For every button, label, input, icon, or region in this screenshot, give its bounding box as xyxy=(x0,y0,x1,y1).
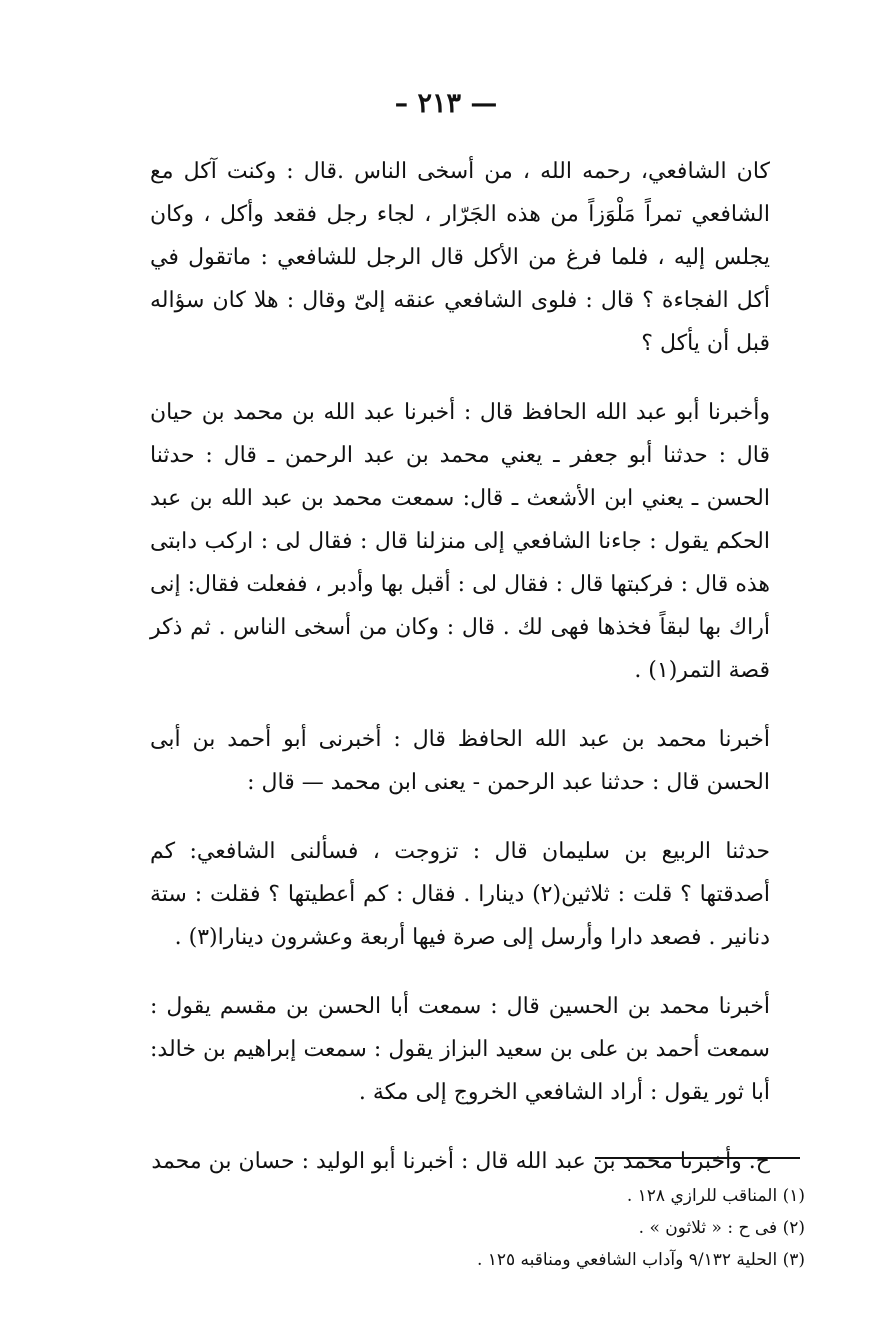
paragraph-2: وأخبرنا أبو عبد الله الحافظ قال : أخبرنا عبد الله بن محمد بن حيان قال : حدثنا أبو جعفر ـ يعني محمد بن عبد الرحمن ـ قال : حدثنا الحسن ـ يعني ابن الأشعث ـ قال: سمعت محمد بن عبد الله بن عبد الحكم يقول : جاءنا الشافعي إلى منزلنا قال : فقال لى : اركب دابتى هذه قال : فركبتها قال : فقال لى : أقبل بها وأدبر ، ففعلت فقال: إنى أراك بها لبقاً فخذها فهى لك . قال : وكان من أسخى الناس . ثم ذكر قصة التمر(١) . xyxy=(150,400,770,683)
paragraph-6: ح. وأخبرنا محمد بن عبد الله قال : أخبرنا أبو الوليد : حسان بن محمد xyxy=(151,1149,770,1174)
paragraph-5: أخبرنا محمد بن الحسين قال : سمعت أبا الحسن بن مقسم يقول : سمعت أحمد بن على بن سعيد البزاز يقول : سمعت إبراهيم بن خالد: أبا ثور يقول : أراد الشافعي الخروج إلى مكة . xyxy=(150,994,770,1105)
footnote-1: (١) المناقب للرازي ١٢٨ . xyxy=(626,1186,805,1206)
footnotes xyxy=(420,1180,805,1276)
footnote-2: (٢) فى ح : « ثلاثون » . xyxy=(638,1218,805,1238)
body-text xyxy=(150,150,770,1209)
page-number: — ٢١٣ – xyxy=(394,88,498,119)
paragraph-4: حدثنا الربيع بن سليمان قال : تزوجت ، فسألنى الشافعي: كم أصدقتها ؟ قلت : ثلاثين(٢) دينارا . فقال : كم أعطيتها ؟ فقلت : ستة دنانير . فصعد دارا وأرسل إلى صرة فيها أربعة وعشرون دينارا(٣) . xyxy=(150,839,770,950)
footnote-3: (٣) الحلية ٩/١٣٢ وآداب الشافعي ومناقبه ١٢٥ . xyxy=(476,1250,805,1270)
paragraph-3: أخبرنا محمد بن عبد الله الحافظ قال : أخبرنى أبو أحمد بن أبى الحسن قال : حدثنا عبد الرحمن - يعنى ابن محمد — قال : xyxy=(150,727,770,795)
paragraph-1: كان الشافعي، رحمه الله ، من أسخى الناس .قال : وكنت آكل مع الشافعي تمراً مَلْوَزاً من هذه الجَرّار ، لجاء رجل فقعد وأكل ، وكان يجلس إليه ، فلما فرغ من الأكل قال الرجل للشافعي : ماتقول في أكل الفجاءة ؟ قال : فلوى الشافعي عنقه إلىّ وقال : هلا كان سؤاله قبل أن يأكل ؟ xyxy=(150,159,770,356)
footnote-divider xyxy=(595,1157,800,1159)
